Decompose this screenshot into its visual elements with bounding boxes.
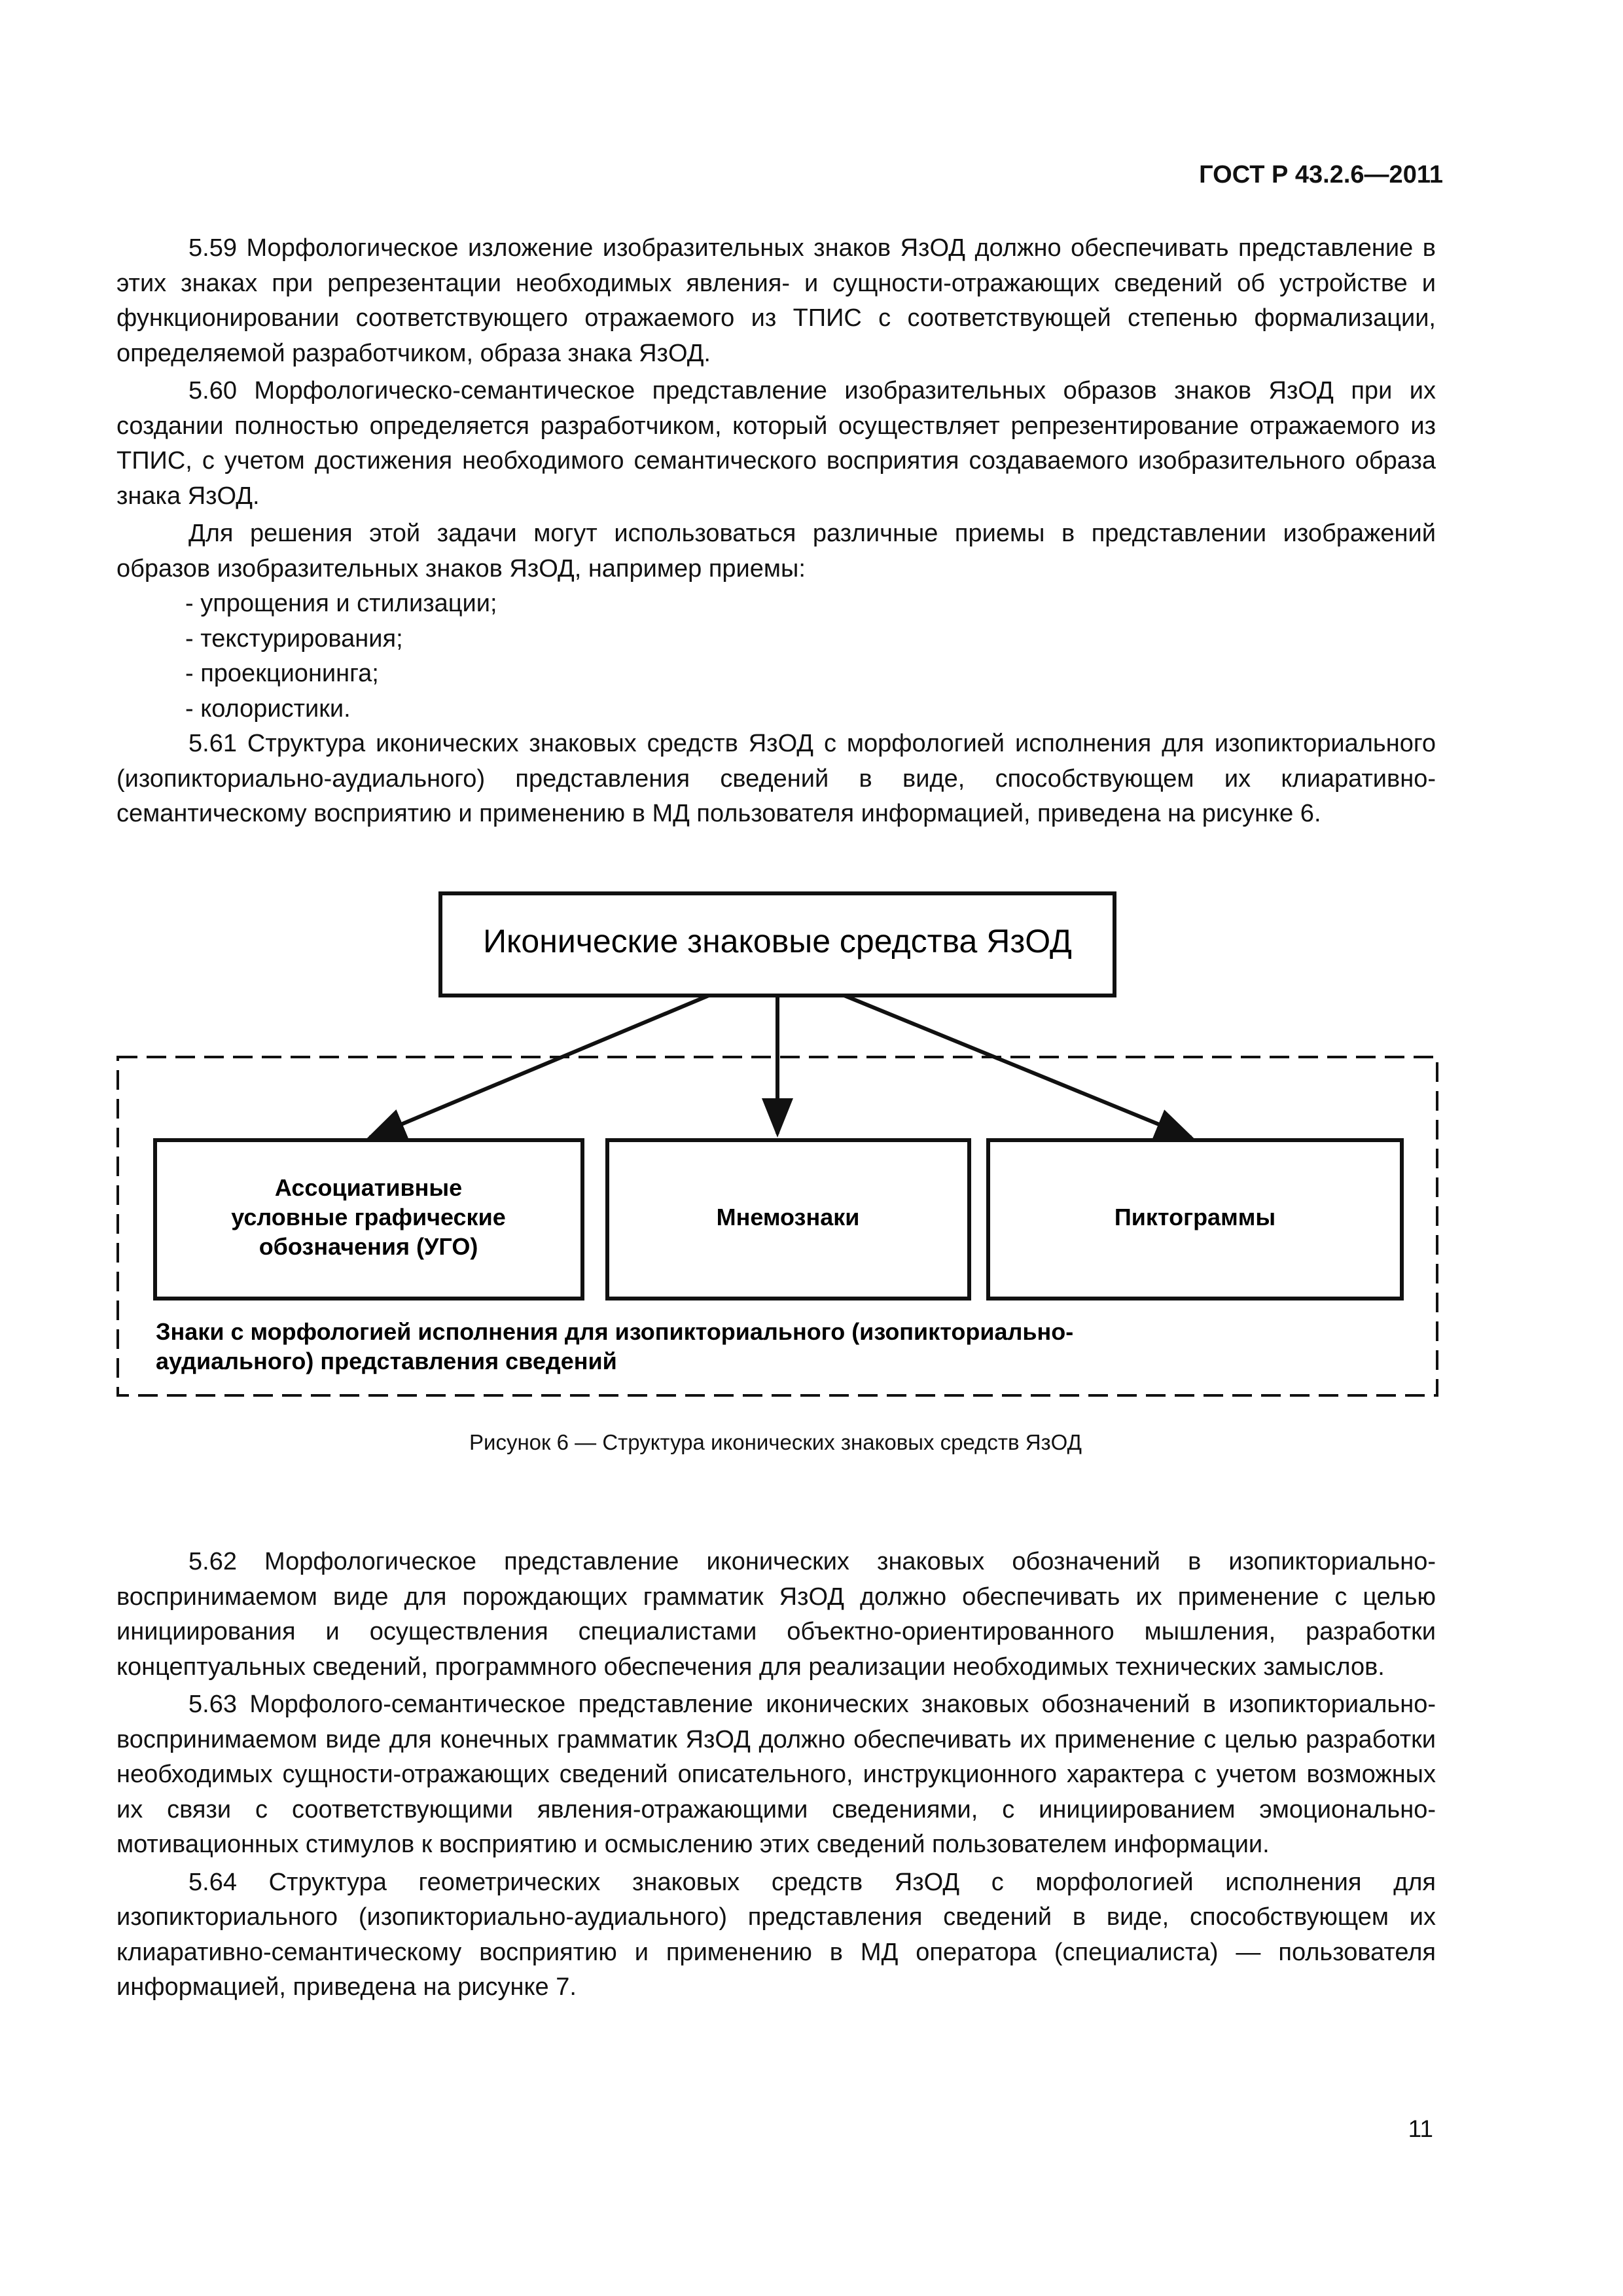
paragraph-techniques-intro: Для решения этой задачи могут использоваться различные приемы в представлении изображений образов изобразительных знаков ЯзОД, например приемы:	[116, 520, 1436, 583]
group-label-line-1: Знаки с морфологией исполнения для изопикториального (изопикториально-	[156, 1318, 1074, 1345]
arrow-to-ugo	[370, 996, 709, 1138]
paragraph-5-64: 5.64 Структура геометрических знаковых средств ЯзОД с морфологией исполнения для изопикториального (изопикториально-аудиального) представления сведений в виде, способствующем их клиаративно-семантическому восприятию и применению в МД оператора (специалиста) — пользователя информацией, приведена на рисунке 7.	[116, 1868, 1436, 2001]
page-number: 11	[1408, 2115, 1433, 2142]
list-item: - колористики.	[185, 694, 351, 723]
group-label-line-2: аудиального) представления сведений	[156, 1348, 617, 1374]
ugo-box-frame	[155, 1140, 582, 1299]
top-box-frame	[440, 893, 1115, 996]
figure-caption: Рисунок 6 — Структура иконических знаковых средств ЯзОД	[469, 1430, 1082, 1454]
paragraph-5-61: 5.61 Структура иконических знаковых средств ЯзОД с морфологией исполнения для изопикториального (изопикториально-аудиального) представления сведений в виде, способствующем их клиаративно-семантическому восприятию и применению в МД пользователя информацией, приведена на рисунке 6.	[116, 730, 1436, 827]
top-box-label: Иконические знаковые средства ЯзОД	[483, 923, 1072, 960]
standard-code-header: ГОСТ Р 43.2.6—2011	[1199, 161, 1443, 188]
list-item: - упрощения и стилизации;	[185, 590, 497, 617]
top-text-section	[116, 231, 1436, 832]
mnemo-box-label: Мнемознаки	[716, 1204, 860, 1230]
bottom-text-section	[116, 1545, 1436, 2005]
arrow-to-picto	[844, 996, 1191, 1138]
paragraph-5-60: 5.60 Морфологическо-семантическое представление изобразительных образов знаков ЯзОД при их создании полностью определяется разработчиком, который осуществляет репрезентирование отражаемого из ТПИС, с учетом достижения необходимого семантического восприятия создаваемого изобразительного образа знака ЯзОД.	[116, 377, 1436, 510]
list-item: - проекционинга;	[185, 660, 379, 687]
picto-box-label: Пиктограммы	[1114, 1204, 1276, 1230]
ugo-box-line-2: условные графические	[231, 1204, 506, 1230]
ugo-box-line-1: Ассоциативные	[274, 1174, 463, 1201]
list-item: - текстурирования;	[185, 624, 403, 653]
paragraph-5-59: 5.59 Морфологическое изложение изобразительных знаков ЯзОД должно обеспечивать представление в этих знаках при репрезентации необходимых явления- и сущности-отражающих сведений об устройстве и функционировании соответствующего отражаемого из ТПИС с соответствующей степенью формализации, определяемой разработчиком, образа знака ЯзОД.	[116, 234, 1436, 367]
mnemo-box-frame	[607, 1140, 969, 1299]
picto-box-frame	[988, 1140, 1402, 1299]
ugo-box-line-3: обозначения (УГО)	[259, 1233, 478, 1260]
paragraph-5-63: 5.63 Морфолого-семантическое представление иконических знаковых обозначений в изопикториально-воспринимаемом виде для конечных грамматик ЯзОД должно обеспечивать их применение с целью разработки необходимых сущности-отражающих сведений описательного, инструкционного характера с учетом возможных их связи с соответствующими явления-отражающими сведениями, с инициированием эмоционально-мотивационных стимулов к восприятию и осмыслению этих сведений пользователем информации.	[116, 1691, 1436, 1858]
group-dashed-frame	[118, 1057, 1437, 1395]
paragraph-5-62: 5.62 Морфологическое представление иконических знаковых обозначений в изопикториально-воспринимаемом виде для порождающих грамматик ЯзОД должно обеспечивать их применение с целью инициирования и осуществления специалистами объектно-ориентированного мышления, разработки концептуальных сведений, программного обеспечения для реализации необходимых технических замыслов.	[116, 1548, 1436, 1681]
